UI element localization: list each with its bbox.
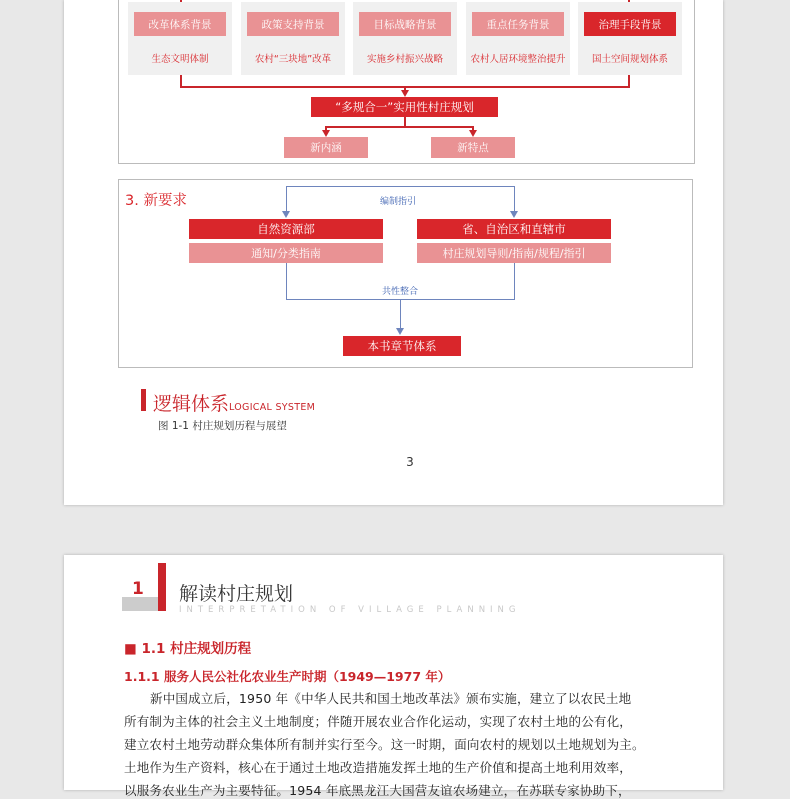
page-number: 3 xyxy=(406,455,414,469)
paragraph-line: 所有制为主体的社会主义土地制度；伴随开展农业合作化运动，实现了农村土地的公有化， xyxy=(124,714,633,729)
blue-connector-line xyxy=(286,263,287,299)
blue-connector-line xyxy=(514,263,515,299)
sub-label: 生态文明体制 xyxy=(151,54,209,65)
document-page-lower xyxy=(64,555,723,798)
arrow-down-icon xyxy=(510,211,518,218)
new-content-box: 新内涵 xyxy=(284,137,368,158)
logic-title-en: LOGICAL SYSTEM xyxy=(229,402,316,413)
arrow-down-icon xyxy=(322,130,330,137)
paragraph-line: 以服务农业生产为主要特征。1954 年底黑龙江大国营友谊农场建立，在苏联专家协助下， xyxy=(124,783,631,798)
arrow-down-icon xyxy=(282,211,290,218)
village-guidelines-box: 村庄规划导则/指南/规程/指引 xyxy=(417,243,611,263)
blue-connector-line xyxy=(286,186,287,212)
box-goal-background: 目标战略背景 xyxy=(359,12,451,36)
chapter-title-en: INTERPRETATION OF VILLAGE PLANNING xyxy=(179,605,521,615)
chapter-system-box: 本书章节体系 xyxy=(343,336,461,356)
paragraph-line: 土地作为生产资料，核心在于通过土地改造措施发挥土地的生产价值和提高土地利用效率， xyxy=(124,760,633,775)
sub-label: 农村人居环境整治提升 xyxy=(470,54,566,65)
multi-plan-box: “多规合一”实用性村庄规划 xyxy=(311,97,498,117)
box-task-background: 重点任务背景 xyxy=(472,12,564,36)
logic-title-cn: 逻辑体系 xyxy=(153,393,230,415)
blue-connector-line xyxy=(514,186,515,212)
sub-label: 国土空间规划体系 xyxy=(591,54,668,65)
new-feature-box: 新特点 xyxy=(431,137,515,158)
sub-label: 实施乡村振兴战略 xyxy=(366,54,443,65)
sub-label: 农村“三块地”改革 xyxy=(254,54,332,65)
ministry-box: 自然资源部 xyxy=(189,219,383,239)
logic-system-title xyxy=(153,389,315,416)
arrow-down-icon xyxy=(401,90,409,97)
chapter-accent-bar xyxy=(158,563,166,611)
paragraph-line: 建立农村土地劳动群众集体所有制并实行至今。这一时期，面向农村的规划以土地规划为主。 xyxy=(124,737,645,752)
blue-connector-line xyxy=(400,299,401,329)
connector-line xyxy=(325,126,474,128)
box-policy-background: 政策支持背景 xyxy=(247,12,339,36)
arrow-down-icon xyxy=(396,328,404,335)
section-title: ■ 1.1 村庄规划历程 xyxy=(124,641,252,657)
arrow-down-icon xyxy=(469,130,477,137)
box-reform-background: 改革体系背景 xyxy=(134,12,226,36)
notice-guide-box: 通知/分类指南 xyxy=(189,243,383,263)
blue-connector-line xyxy=(286,186,515,187)
chapter-title: 解读村庄规划 xyxy=(179,583,294,605)
province-box: 省、自治区和直辖市 xyxy=(417,219,611,239)
chapter-number: 1 xyxy=(132,579,144,599)
compile-guide-label: 编制指引 xyxy=(380,197,417,207)
section-3-title: 3. 新要求 xyxy=(125,193,187,209)
paragraph-line: 新中国成立后，1950 年《中华人民共和国土地改革法》颁布实施，建立了以农民土地 xyxy=(150,691,632,706)
title-accent-bar xyxy=(141,389,146,411)
integrate-label: 共性整合 xyxy=(382,287,419,297)
subsection-title: 1.1.1 服务人民公社化农业生产时期（1949—1977 年） xyxy=(124,669,451,684)
document-page-upper xyxy=(64,0,723,505)
box-governance-background: 治理手段背景 xyxy=(584,12,676,36)
figure-caption: 图 1-1 村庄规划历程与展望 xyxy=(158,420,287,432)
